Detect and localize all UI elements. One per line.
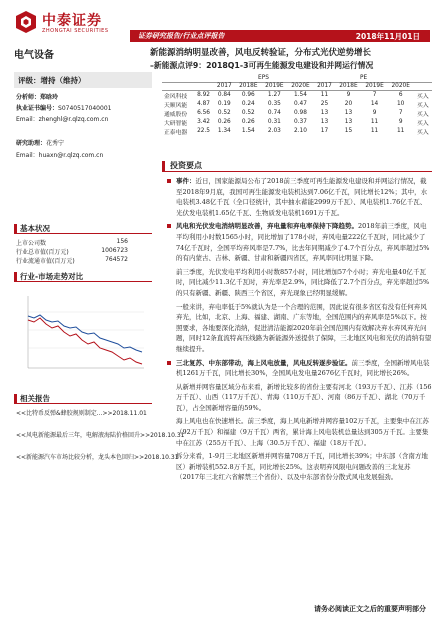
- researcher-name: 花秀宁: [46, 140, 65, 147]
- analyst-name: 郑晗玲: [40, 94, 59, 101]
- rating: [18, 75, 86, 86]
- researcher-line: [16, 138, 64, 147]
- para-lead: 事件：: [176, 177, 196, 185]
- stock-price: 6.56: [197, 110, 210, 116]
- invest-body: [170, 176, 432, 486]
- rating-value: 增持（维持）: [40, 76, 86, 85]
- invest-paragraph: [170, 221, 432, 263]
- trend-line-market: [28, 315, 142, 352]
- para-text: 从新增并网容量区域分布来看，新增比较多的省份主要有河北（193万千瓦）、江苏（156万千瓦）、山西（117万千瓦）、青海（110万千瓦）、河南（86万千瓦）、湖北（70万千瓦），占全国新增容量的59%。: [176, 382, 432, 412]
- year-header: 2020E: [287, 82, 313, 90]
- industry-name: 电气设备: [14, 50, 54, 61]
- eps-cell: 1.27: [267, 92, 281, 98]
- pe-cell: 13: [320, 119, 329, 125]
- basic-row-key: 上市公司数: [16, 240, 47, 247]
- basic-row-key: 行业总市值(百万元): [16, 249, 69, 256]
- rating-box: [14, 72, 152, 88]
- year-header: 2019E: [261, 82, 287, 90]
- market-trend-chart: [14, 290, 152, 380]
- eps-cell: 1.54: [241, 128, 255, 134]
- stock-price: 8.92: [197, 92, 210, 98]
- section-marker-icon: [14, 394, 17, 403]
- para-text: 2018年前三季度，风电平均利用小时数1565小时，同比增加了178小时，弃风电量222亿千瓦时，同比减少了74亿千瓦时，全国平均弃风率是7.7%，比去年同期减少了4.7个百分点，弃风率超过5%的有内蒙古、吉林、新疆、甘肃和新疆四省区，弃风率同比明显下降。: [176, 222, 430, 263]
- related-report-link[interactable]: <<比特币反弹&蜂胶规则制定...>>2018.11.01: [16, 410, 147, 417]
- table-row: [162, 90, 432, 100]
- bullet-icon: [167, 361, 171, 365]
- pe-cell: 13: [344, 119, 353, 125]
- report-banner: [130, 30, 430, 42]
- forecast-header-row: [162, 74, 432, 82]
- para-text: 近日，国家能源局公布了2018前三季度可再生能源发电建设和并网运行情况，截至2018年9月底，我国可再生能源发电装机达到7.06亿千瓦，同比增长12%；其中，水电装机3.48亿千瓦（全口径统计，其中抽水蓄能2999万千瓦）、风电装机1.76亿千瓦、光伏发电装机1.65亿千瓦、生物质发电装机1691万千瓦。: [176, 177, 428, 217]
- eps-cell: 0.35: [267, 101, 281, 107]
- pe-cell: 7: [372, 92, 377, 98]
- pe-cell: 6: [398, 92, 403, 98]
- pe-cell: 20: [344, 101, 353, 107]
- basic-row-value: 764572: [105, 256, 128, 263]
- invest-paragraph: [170, 382, 432, 414]
- pe-cell: 11: [320, 92, 329, 98]
- logo-mark-icon: [14, 10, 38, 34]
- eps-group-header: EPS: [213, 74, 313, 82]
- company-logo: [14, 8, 144, 36]
- bullet-icon: [167, 224, 171, 228]
- related-section-title: 相关报告: [20, 394, 50, 403]
- stock-rating: 买入: [417, 93, 429, 100]
- invest-paragraph: [170, 302, 432, 355]
- trend-section-title: 行业-市场走势对比: [20, 272, 84, 281]
- related-section-header: [14, 392, 152, 404]
- stock-price: 4.87: [197, 101, 210, 107]
- eps-cell: 0.52: [241, 110, 255, 116]
- table-row: [162, 109, 432, 118]
- analyst-email[interactable]: zhenghl@r.qlzq.com.cn: [38, 116, 109, 123]
- pe-group-header: PE: [314, 74, 414, 82]
- eps-cell: 0.98: [294, 110, 307, 116]
- eps-cell: 0.24: [241, 101, 255, 107]
- analyst-label: 分析师：: [16, 94, 41, 101]
- email-line: [16, 114, 108, 123]
- section-marker-icon: [162, 161, 165, 171]
- basic-row-value: 156: [116, 238, 128, 245]
- logo-text-en: ZHONGTAI SECURITIES: [42, 28, 109, 34]
- researcher-label: 研究助理：: [16, 140, 47, 147]
- basic-section-title: 基本状况: [20, 224, 50, 233]
- forecast-year-row: [162, 82, 432, 90]
- stock-name: 天顺风能: [164, 102, 188, 109]
- eps-cell: 0.47: [294, 101, 307, 107]
- report-type: 证券研究报告/行业点评报告: [138, 32, 225, 40]
- researcher-email-line: [16, 150, 103, 159]
- eps-cell: 0.84: [217, 92, 231, 98]
- cert-number: S0740517040001: [58, 105, 112, 112]
- pe-cell: 11: [396, 128, 405, 134]
- year-header: 2020E: [388, 82, 414, 90]
- eps-cell: 0.96: [241, 92, 255, 98]
- basic-section-header: [14, 222, 152, 234]
- pe-cell: 13: [344, 110, 353, 116]
- eps-cell: 1.54: [294, 92, 307, 98]
- pe-cell: 14: [370, 101, 379, 107]
- year-header: 2018E: [235, 82, 261, 90]
- table-row: [162, 118, 432, 127]
- year-header: 2018E: [335, 82, 361, 90]
- invest-section-title: 投资要点: [170, 161, 202, 170]
- pe-cell: 10: [396, 101, 405, 107]
- pe-cell: 7: [398, 110, 403, 116]
- invest-section-header: [162, 158, 432, 172]
- pe-cell: 9: [398, 119, 403, 125]
- stock-name: 正泰电器: [164, 129, 188, 136]
- eps-cell: 0.26: [217, 119, 231, 125]
- related-report-link[interactable]: <<风电新能源最后三年，电解液海陆价格回升>>2018.10.31: [16, 432, 185, 439]
- invest-paragraph: [170, 267, 432, 299]
- pe-cell: 17: [320, 128, 329, 134]
- basic-row-key: 行业流通市值(百万元): [16, 258, 75, 265]
- pe-cell: 11: [370, 119, 379, 125]
- invest-paragraph: [170, 451, 432, 483]
- eps-cell: 2.10: [294, 128, 307, 134]
- stock-name: 通威股份: [164, 111, 188, 118]
- table-row: [162, 127, 432, 136]
- invest-paragraph: [170, 416, 432, 448]
- eps-cell: 0.26: [241, 119, 255, 125]
- pe-cell: 11: [370, 128, 379, 134]
- eps-cell: 0.19: [217, 101, 231, 107]
- rating-label: 评级：: [18, 76, 41, 85]
- eps-cell: 0.37: [294, 119, 307, 125]
- para-lead: 风电和光伏发电消纳明显改善，弃电量和弃电率保持下降趋势。: [176, 222, 358, 231]
- footer-disclaimer: 请务必阅读正文之后的重要声明部分: [314, 605, 426, 613]
- stock-rating: 买入: [417, 111, 429, 118]
- eps-cell: 0.74: [267, 110, 281, 116]
- year-header: 2017: [314, 82, 336, 90]
- report-subtitle: –新能源点评9：2018Q1-3可再生能源发电建设和并网运行情况: [150, 61, 374, 70]
- table-row: [162, 100, 432, 109]
- forecast-table: [162, 74, 432, 136]
- eps-cell: 2.03: [267, 128, 281, 134]
- pe-cell: 13: [320, 110, 329, 116]
- eps-cell: 0.52: [217, 110, 231, 116]
- trend-line-industry: [28, 318, 142, 364]
- logo-text-cn: 中泰证券: [42, 13, 102, 29]
- para-text: 海上风电也在快速增长。前三季度，海上风电新增并网容量102万千瓦，主要集中在江苏（92万千瓦）和福建（9万千瓦）两省，累计海上风电装机总量达到305万千瓦。主要集中在江苏（255万千瓦）、上海（30.5万千瓦）、福建（18万千瓦）。: [176, 417, 429, 447]
- trend-section-header: [14, 270, 152, 282]
- stock-name: 大研智能: [164, 120, 188, 127]
- pe-cell: 9: [372, 110, 377, 116]
- report-date: 2018年11月01日: [355, 32, 420, 41]
- cert-line: [16, 103, 111, 112]
- para-text: 一般来讲，弃电率低于5%就认为是一个合理的范围，因此说有很多省区有没有任何弃风弃光，比如，北京、上海、福建、湖南、广东等地，全国范围内的弃风率是5%以下。按照要求，各地要深化消纳，促进清洁能源2020年前全国范围内有效解决弃水弃风弃光问题，同时12条直流特高压线路为新能源外送提供了保障，三北地区风电和光伏的消纳有望继续提升。: [176, 302, 432, 353]
- col-rating-header: [414, 74, 432, 82]
- col-price-header: [194, 74, 214, 82]
- section-marker-icon: [14, 224, 17, 233]
- stock-price: 3.42: [197, 119, 210, 125]
- researcher-email-label: Email：: [16, 152, 39, 159]
- para-text: 拆分来看，1-9月三北地区新增并网容量708万千瓦，同比增长39%；中东部（含南方地区）新增装机552.8万千瓦，同比增长25%。这表明弃风限电问题改善的三北复苏（2017年三北红六省解禁三个省份）、以及中东部省份分散式风电发展强劲。: [176, 452, 428, 482]
- para-lead: 三北复苏、中东部带动，海上风电放量，风电反转逐步验证。: [176, 358, 352, 367]
- eps-cell: 1.34: [217, 128, 231, 134]
- cert-label: 执业证书编号：: [16, 105, 59, 112]
- pe-cell: 9: [346, 92, 351, 98]
- col-name-header: [162, 74, 194, 82]
- year-header: 2017: [213, 82, 235, 90]
- stock-price: 22.5: [197, 128, 210, 134]
- researcher-email[interactable]: huaxn@r.qlzq.com.cn: [38, 152, 104, 159]
- invest-paragraph: [170, 176, 432, 218]
- pe-cell: 15: [344, 128, 353, 134]
- email-label: Email：: [16, 116, 39, 123]
- related-report-link[interactable]: <<新能源汽车市场比较分析，龙头本色回归>>2018.10.31: [16, 454, 179, 461]
- basic-row-value: 1006723: [101, 247, 128, 254]
- stock-name: 金风科技: [164, 93, 188, 100]
- year-header: 2019E: [362, 82, 388, 90]
- analyst-line: [16, 92, 58, 101]
- stock-rating: 买入: [417, 102, 429, 109]
- section-marker-icon: [14, 272, 17, 281]
- report-title: 新能源消纳明显改善，风电反转验证，分布式光伏逆势增长: [150, 48, 372, 58]
- stock-rating: 买入: [417, 129, 429, 136]
- para-text: 前三季度，光伏发电平均利用小时数857小时，同比增加57个小时；弃光电量40亿千瓦时，同比减少11.3亿千瓦时，弃光率是2.9%，同比降低了2.7个百分点，弃光率超过5%的只有新疆、新疆、陕西三个省区，弃光现象已经明显缓解。: [176, 267, 430, 297]
- para-text: 前三季度，全国新增风电装机1261万千瓦，同比增长30%，全国风电发电量2676亿千瓦时，同比增长26%。: [176, 358, 430, 378]
- bullet-icon: [167, 179, 171, 183]
- stock-rating: 买入: [417, 120, 429, 127]
- pe-cell: 25: [320, 101, 329, 107]
- eps-cell: 0.31: [267, 119, 281, 125]
- invest-paragraph: [170, 358, 432, 379]
